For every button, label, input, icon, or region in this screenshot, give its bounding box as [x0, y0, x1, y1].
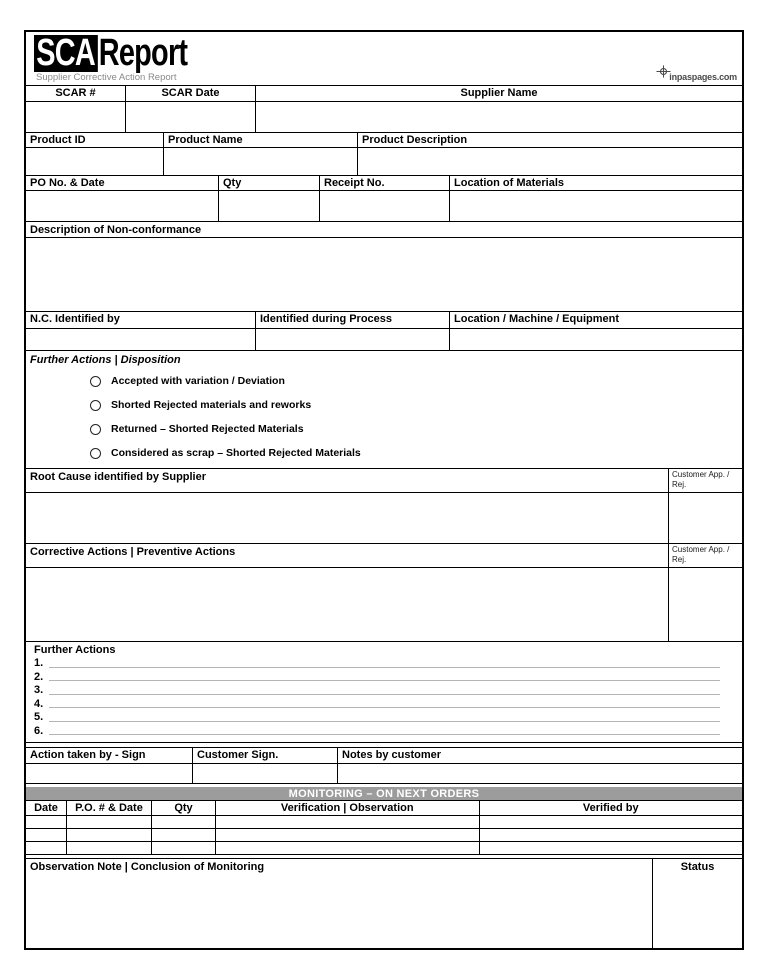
action-taken-sign-input[interactable] [26, 764, 193, 783]
location-machine-equipment-label: Location / Machine / Equipment [454, 313, 620, 325]
line-number: 5. [34, 711, 44, 723]
website-mark[interactable] [656, 64, 737, 82]
further-action-line [34, 725, 738, 739]
monitoring-row-1 [26, 816, 742, 829]
product-description-label: Product Description [362, 134, 468, 146]
logo-sca-block: SCA [34, 35, 98, 72]
further-action-line [34, 671, 738, 685]
logo [34, 32, 188, 74]
disposition-option-label: Shorted Rejected materials and reworks [111, 399, 312, 411]
receipt-no-input[interactable] [320, 191, 450, 221]
further-action-line [34, 657, 738, 671]
product-name-input[interactable] [164, 148, 358, 175]
product-name-label: Product Name [164, 133, 358, 147]
disposition-option-shorted-reworks[interactable] [30, 393, 738, 417]
observation-note-label: Observation Note | Conclusion of Monitoring [30, 861, 265, 873]
further-action-line [34, 711, 738, 725]
monitoring-row-3 [26, 842, 742, 855]
monitoring-date-label: Date [26, 801, 67, 815]
further-action-line-6-input[interactable] [49, 734, 720, 735]
product-header-row [26, 133, 742, 148]
monitoring-cell[interactable] [67, 816, 152, 828]
monitoring-cell[interactable] [480, 829, 743, 841]
scar-number-label: SCAR # [26, 86, 126, 101]
action-taken-sign-label: Action taken by - Sign [26, 748, 193, 763]
nonconformance-title: Description of Non-conformance [26, 222, 742, 238]
location-of-materials-label: Location of Materials [454, 177, 565, 189]
corrective-title: Corrective Actions | Preventive Actions [30, 546, 236, 558]
root-cause-title: Root Cause identified by Supplier [30, 471, 207, 483]
monitoring-cell[interactable] [216, 829, 480, 841]
identified-during-process-input[interactable] [256, 329, 450, 350]
monitoring-header-row [26, 801, 742, 816]
monitoring-cell[interactable] [26, 842, 67, 854]
scar-number-input[interactable] [26, 102, 126, 132]
form-subtitle: Supplier Corrective Action Report [36, 72, 177, 83]
po-input-row [26, 191, 742, 222]
further-action-line-2-input[interactable] [49, 680, 720, 681]
line-number: 3. [34, 684, 44, 696]
monitoring-cell[interactable] [480, 842, 743, 854]
scar-date-label: SCAR Date [126, 86, 256, 101]
further-actions-section [26, 642, 742, 743]
radio-icon[interactable] [90, 424, 101, 435]
nc-input-row [26, 329, 742, 351]
monitoring-cell[interactable] [216, 842, 480, 854]
monitoring-cell[interactable] [26, 816, 67, 828]
line-number: 2. [34, 670, 44, 683]
corrective-row [26, 568, 742, 642]
further-action-line-4-input[interactable] [49, 707, 720, 708]
monitoring-cell[interactable] [152, 816, 216, 828]
monitoring-cell[interactable] [480, 816, 743, 828]
qty-label: Qty [219, 176, 320, 190]
monitoring-cell[interactable] [67, 842, 152, 854]
product-description-input[interactable] [358, 148, 742, 175]
signature-header-row [26, 747, 742, 764]
customer-sign-input[interactable] [193, 764, 338, 783]
monitoring-qty-label: Qty [152, 801, 216, 815]
nc-header-row [26, 312, 742, 329]
status-label: Status [652, 859, 742, 948]
receipt-no-label: Receipt No. [320, 176, 450, 190]
location-machine-equipment-input[interactable] [450, 329, 742, 350]
product-input-row [26, 148, 742, 176]
monitoring-po-label: P.O. # & Date [67, 801, 152, 815]
monitoring-cell[interactable] [67, 829, 152, 841]
further-actions-title: Further Actions [34, 644, 116, 656]
signature-input-row [26, 764, 742, 784]
monitoring-row-2 [26, 829, 742, 842]
disposition-section [26, 351, 742, 469]
corrective-input[interactable] [26, 568, 668, 641]
location-of-materials-input[interactable] [450, 191, 742, 221]
disposition-option-accepted[interactable] [30, 369, 738, 393]
line-number: 4. [34, 697, 44, 710]
disposition-title: Further Actions | Disposition [30, 354, 181, 366]
po-no-date-input[interactable] [26, 191, 219, 221]
nonconformance-input[interactable] [26, 238, 742, 312]
po-no-date-label: PO No. & Date [26, 176, 219, 190]
supplier-name-label: Supplier Name [460, 87, 538, 99]
monitoring-cell[interactable] [216, 816, 480, 828]
nc-identified-by-input[interactable] [26, 329, 256, 350]
root-cause-header-row [26, 469, 742, 493]
customer-sign-label: Customer Sign. [193, 748, 338, 763]
nc-identified-by-label: N.C. Identified by [26, 312, 256, 328]
corrective-approval-label: Customer App. / Rej. [668, 544, 742, 567]
qty-input[interactable] [219, 191, 320, 221]
disposition-option-scrap[interactable] [30, 441, 738, 465]
scar-form [24, 30, 744, 950]
monitoring-cell[interactable] [26, 829, 67, 841]
root-cause-approval-label: Customer App. / Rej. [668, 469, 742, 492]
further-action-line-5-input[interactable] [49, 721, 720, 722]
notes-by-customer-input[interactable] [338, 764, 742, 783]
further-action-line [34, 684, 738, 698]
scar-input-row [26, 102, 742, 133]
corrective-header-row [26, 544, 742, 568]
monitoring-banner: MONITORING – ON NEXT ORDERS [26, 787, 742, 801]
monitoring-verification-label: Verification | Observation [216, 801, 480, 815]
disposition-option-returned[interactable] [30, 417, 738, 441]
radio-icon[interactable] [90, 448, 101, 459]
scar-header-row [26, 86, 742, 102]
line-number: 1. [34, 657, 44, 669]
further-action-line-1-input[interactable] [49, 667, 720, 668]
notes-by-customer-label: Notes by customer [342, 749, 442, 761]
identified-during-process-label: Identified during Process [256, 312, 450, 328]
radio-icon[interactable] [90, 400, 101, 411]
po-header-row [26, 176, 742, 191]
further-action-line-3-input[interactable] [49, 694, 720, 695]
website-text: inpaspages.com [669, 72, 737, 82]
disposition-option-label: Accepted with variation / Deviation [111, 375, 285, 387]
monitoring-cell[interactable] [152, 829, 216, 841]
root-cause-input[interactable] [26, 493, 668, 543]
radio-icon[interactable] [90, 376, 101, 387]
product-id-label: Product ID [26, 133, 164, 147]
product-id-input[interactable] [26, 148, 164, 175]
scar-date-input[interactable] [126, 102, 256, 132]
disposition-option-label: Returned – Shorted Rejected Materials [111, 423, 304, 435]
monitoring-cell[interactable] [152, 842, 216, 854]
disposition-option-label: Considered as scrap – Shorted Rejected Materials [111, 447, 361, 459]
corrective-approval-input[interactable] [668, 568, 742, 641]
supplier-name-input[interactable] [256, 102, 742, 132]
root-cause-row [26, 493, 742, 544]
line-number: 6. [34, 724, 44, 737]
monitoring-verified-by-label: Verified by [582, 802, 639, 814]
root-cause-approval-input[interactable] [668, 493, 742, 543]
logo-report-text: Report [98, 32, 188, 74]
form-header [26, 32, 742, 86]
observation-section [26, 858, 742, 948]
further-action-line [34, 698, 738, 712]
